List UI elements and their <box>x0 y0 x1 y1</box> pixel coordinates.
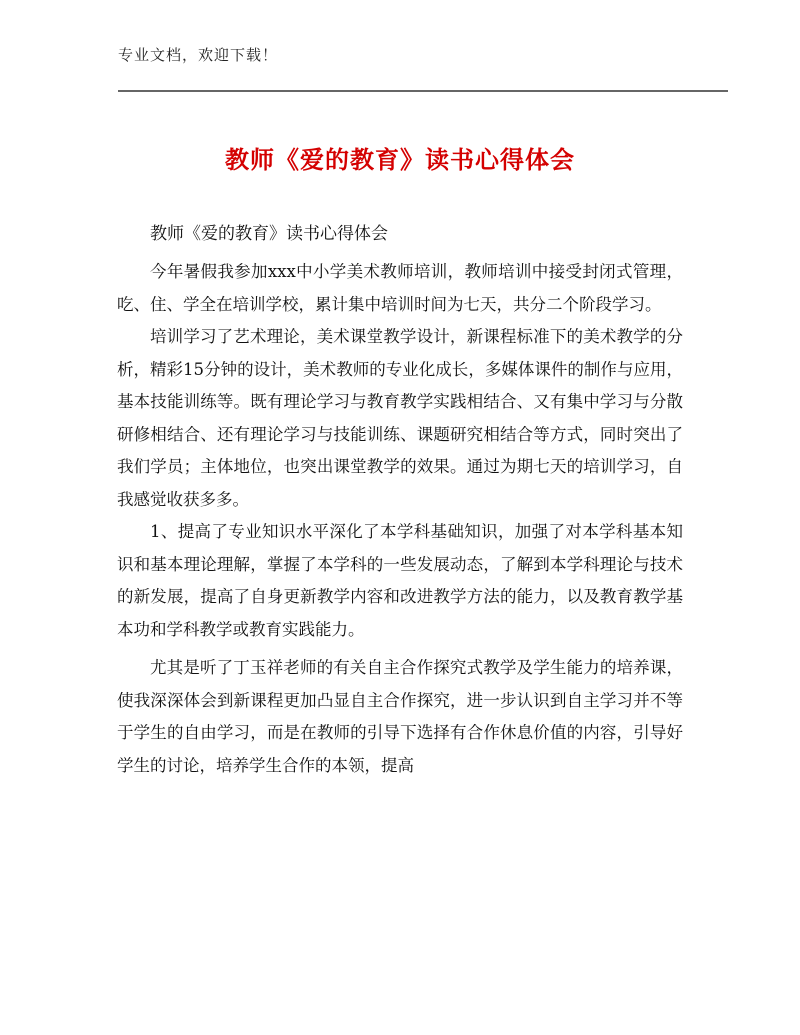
document-title: 教师《爱的教育》读书心得体会 <box>225 146 575 174</box>
document-body <box>117 256 683 782</box>
paragraph-1: 今年暑假我参加xxx中小学美术教师培训，教师培训中接受封闭式管理，吃、住、学全在培训学校，累计集中培训时间为七天，共分二个阶段学习。 <box>117 262 683 314</box>
header-divider <box>118 90 728 92</box>
header-text: 专业文档，欢迎下载！ <box>118 46 279 64</box>
paragraph-4: 尤其是听了丁玉祥老师的有关自主合作探究式教学及学生能力的培养课，使我深深体会到新课程更加凸显自主合作探究，进一步认识到自主学习并不等于学生的自由学习，而是在教师的引导下选择有合作休息价值的内容，引导好学生的讨论，培养学生合作的本领，提高 <box>117 658 683 775</box>
paragraph-3: 1、提高了专业知识水平深化了本学科基础知识，加强了对本学科基本知识和基本理论理解，掌握了本学科的一些发展动态，了解到本学科理论与技术的新发展，提高了自身更新教学内容和改进教学方法的能力，以及教育教学基本功和学科教学或教育实践能力。 <box>117 522 683 639</box>
document-subtitle: 教师《爱的教育》读书心得体会 <box>150 224 388 244</box>
paragraph-2: 培训学习了艺术理论，美术课堂教学设计，新课程标准下的美术教学的分析，精彩15分钟的设计，美术教师的专业化成长，多媒体课件的制作与应用，基本技能训练等。既有理论学习与教育教学实践相结合、又有集中学习与分散研修相结合、还有理论学习与技能训练、课题研究相结合等方式，同时突出了我们学员；主体地位，也突出课堂教学的效果。通过为期七天的培训学习，自我感觉收获多多。 <box>117 327 683 509</box>
